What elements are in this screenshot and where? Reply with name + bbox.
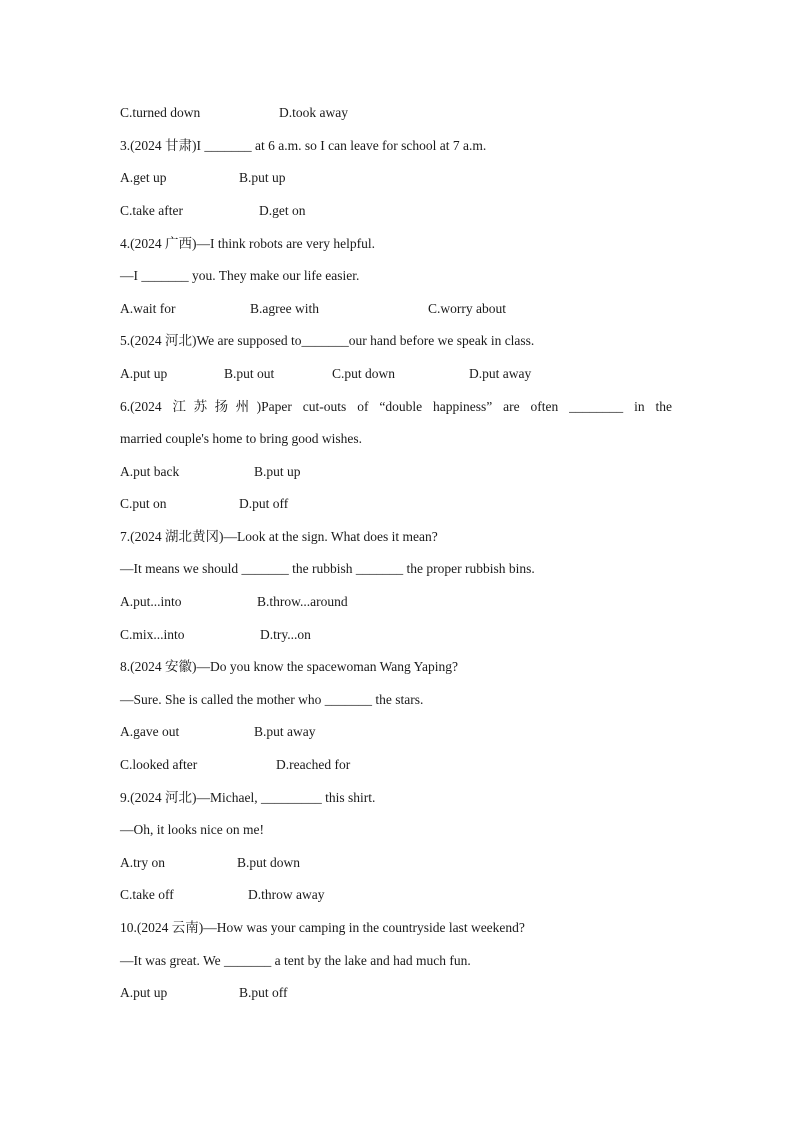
question-8-stem: 8.(2024 安徽)—Do you know the spacewoman Wang Yaping? (120, 659, 458, 674)
option-c: C.looked after (120, 757, 198, 772)
option-b: B.agree with (250, 301, 319, 316)
option-a: A.wait for (120, 301, 176, 316)
option-b: B.put up (254, 464, 301, 479)
question-10-dialogue: —It was great. We _______ a tent by the lake and had much fun. (120, 953, 471, 968)
option-b: B.put off (239, 985, 288, 1000)
option-d: D.put off (239, 496, 289, 511)
option-c: C.take off (120, 887, 174, 902)
question-10-stem: 10.(2024 云南)—How was your camping in the countryside last weekend? (120, 920, 525, 935)
option-b: B.throw...around (257, 594, 348, 609)
option-c: C.mix...into (120, 627, 185, 642)
question-4-stem: 4.(2024 广西)—I think robots are very helpful. (120, 236, 375, 251)
option-d: D.put away (469, 366, 532, 381)
option-a: A.gave out (120, 724, 180, 739)
option-c: C.turned down (120, 105, 201, 120)
option-a: A.put up (120, 366, 168, 381)
option-b: B.put down (237, 855, 301, 870)
option-d: D.reached for (276, 757, 351, 772)
option-d: D.took away (279, 105, 348, 120)
option-a: A.put up (120, 985, 168, 1000)
option-c: C.put on (120, 496, 167, 511)
option-a: A.put...into (120, 594, 182, 609)
option-d: D.get on (259, 203, 306, 218)
option-c: C.worry about (428, 301, 506, 316)
option-b: B.put up (239, 170, 286, 185)
option-c: C.take after (120, 203, 183, 218)
question-5-stem: 5.(2024 河北)We are supposed to_______our hand before we speak in class. (120, 333, 535, 348)
question-3-stem: 3.(2024 甘肃)I _______ at 6 a.m. so I can leave for school at 7 a.m. (120, 138, 487, 153)
question-4-dialogue: —I _______ you. They make our life easier. (120, 268, 360, 283)
option-d: D.throw away (248, 887, 325, 902)
option-d: D.try...on (260, 627, 311, 642)
option-a: A.get up (120, 170, 167, 185)
question-8-dialogue: —Sure. She is called the mother who _______ the stars. (120, 692, 424, 707)
question-7-stem: 7.(2024 湖北黄冈)—Look at the sign. What does it mean? (120, 529, 438, 544)
option-b: B.put out (224, 366, 275, 381)
question-7-dialogue: —It means we should _______ the rubbish _______ the proper rubbish bins. (120, 561, 535, 576)
question-6-stem-cont: married couple's home to bring good wishes. (120, 431, 363, 446)
option-c: C.put down (332, 366, 396, 381)
option-a: A.try on (120, 855, 165, 870)
option-b: B.put away (254, 724, 316, 739)
question-9-dialogue: —Oh, it looks nice on me! (120, 822, 264, 837)
option-a: A.put back (120, 464, 180, 479)
question-6-stem: 6.(2024 江苏扬州)Paper cut-outs of “double happiness” are often ________ in the (120, 399, 672, 414)
question-9-stem: 9.(2024 河北)—Michael, _________ this shirt. (120, 790, 376, 805)
